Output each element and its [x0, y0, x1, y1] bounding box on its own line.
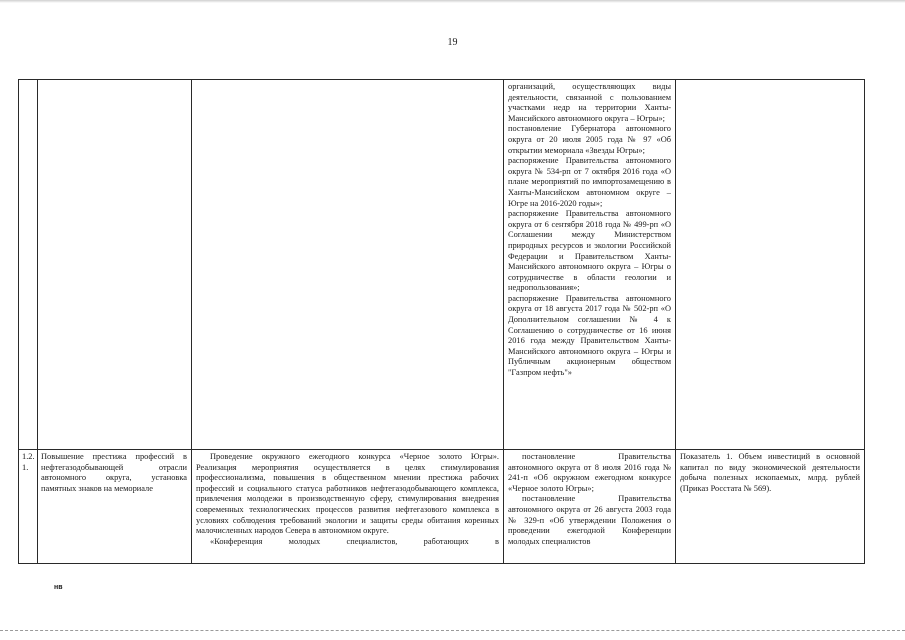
activity-name: Повышение престижа профессий в нефтегазодобывающей отрасли автономного округа, установка памятных знаков на мемориале	[41, 452, 187, 493]
activity-content	[196, 452, 499, 547]
footer-mark: нв	[54, 584, 63, 591]
continued-legal-basis	[508, 82, 671, 379]
scan-edge-bottom	[0, 630, 905, 633]
legal-act-text: распоряжение Правительства автономного округа от 6 сентября 2018 года № 499-рп «О Соглашении между Министерством природных ресурсов и экологии Российской Федерации и Правительством Ханты-Мансийского автономного округа – Югры о сотрудничестве в области геологии и недропользования»;	[508, 209, 671, 293]
legal-act-text: постановление Правительства автономного округа от 26 августа 2003 года № 329-п «Об утверждении Положения о проведении ежегодной Конференции молодых специалистов	[508, 494, 671, 546]
program-table	[18, 79, 865, 564]
column-divider	[503, 80, 504, 563]
column-divider	[191, 80, 192, 563]
legal-act-text: распоряжение Правительства автономного округа от 18 августа 2017 года № 502-рп «О Дополнительном соглашении № 4 к Соглашению о сотрудничестве от 16 июня 2016 года между Правительством Ханты-Мансийского автономного округа – Югры и Публичным акционерным обществом "Газпром нефть"»	[508, 293, 671, 378]
scan-edge-top	[0, 0, 905, 3]
legal-act-text: постановление Губернатора автономного округа от 20 июля 2005 года № 97 «Об открытии мемориала «Звезды Югры»;	[508, 124, 671, 155]
column-divider	[675, 80, 676, 563]
content-paragraph: «Конференция молодых специалистов, работающих в	[210, 536, 499, 546]
column-divider	[37, 80, 38, 563]
content-paragraph: Проведение окружного ежегодного конкурса «Черное золото Югры». Реализация мероприятия осуществляется в целях стимулирования профессионализма, повышения в общественном мнении престижа рабочих профессий и социального статуса работников нефтегазодобывающего комплекса, привлечения молодежи в производственную сферу, стимулирования внедрения современных технологических процессов развития нефтегазового комплекса в условиях соблюдения требований экологии и защиты среды обитания коренных малочисленных народов Севера в автономном округе.	[196, 452, 499, 536]
legal-act-text: постановление Правительства автономного округа от 8 июля 2016 года № 241-п «Об окружном ежегодном конкурсе «Черное золото Югры»;	[508, 452, 671, 493]
row-number: 1.2. 1.	[22, 452, 35, 472]
legal-act-text: распоряжение Правительства автономного округа № 534-рп от 7 октября 2016 года «О плане мероприятий по импортозамещению в Ханты-Мансийском автономном округе – Югре на 2016-2020 годы»;	[508, 156, 671, 208]
activity-legal-basis	[508, 452, 671, 547]
row-divider	[19, 449, 864, 450]
performance-indicator: Показатель 1. Объем инвестиций в основной капитал по виду экономической деятельности добыча полезных ископаемых, млрд. рублей (Приказ Росстата № 569).	[680, 452, 860, 493]
legal-act-text: организаций, осуществляющих виды деятельности, связанной с пользованием участками недр на территории Ханты-Мансийского автономного округа – Югры»;	[508, 82, 671, 123]
page-number: 19	[447, 37, 458, 48]
